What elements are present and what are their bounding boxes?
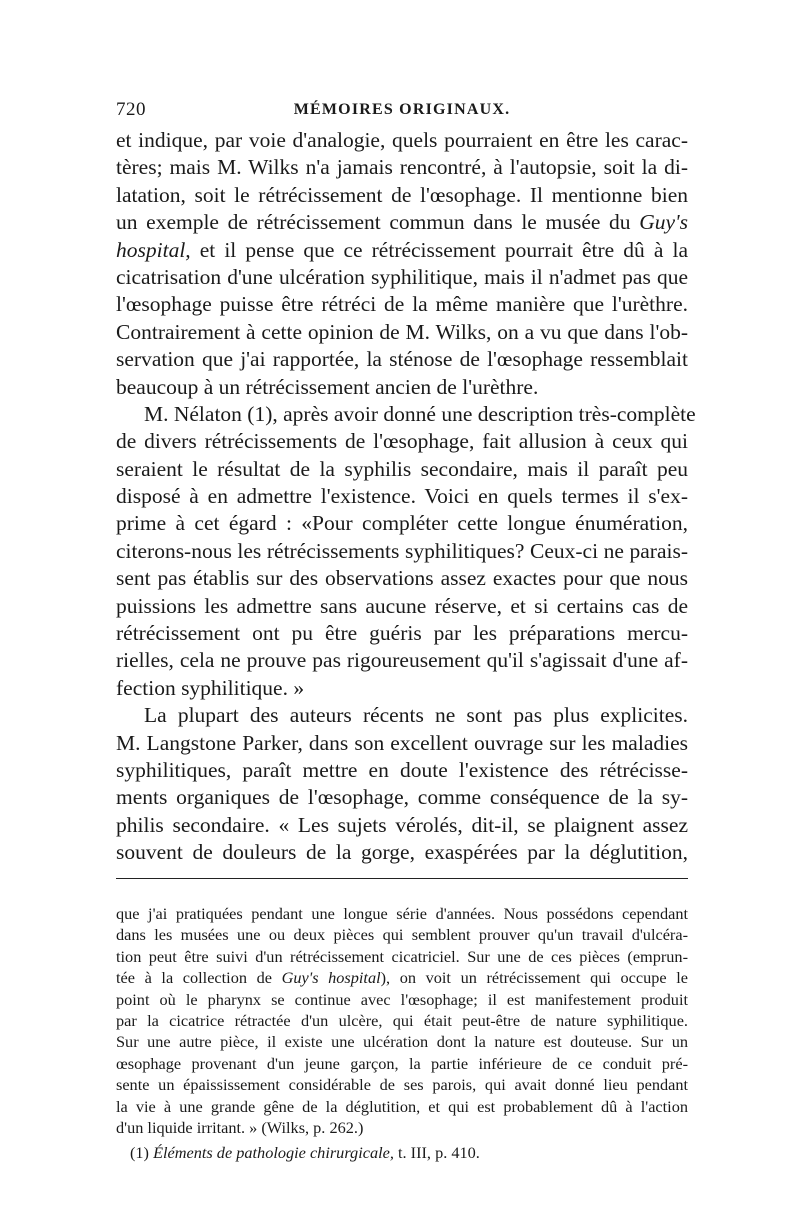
italic-title: Guy's hospital: [281, 968, 381, 988]
body-line: M. Langstone Parker, dans son excellent ouvrage sur les maladies: [116, 730, 688, 755]
running-title: MÉMOIRES ORIGINAUX.: [293, 101, 511, 118]
body-line: beaucoup à un rétrécissement ancien de l'urèthre.: [116, 374, 539, 399]
footnote-line: que j'ai pratiquées pendant une longue série d'années. Nous possédons cependant: [116, 904, 688, 923]
footnote-line: point où le pharynx se continue avec l'œsophage; il est manifestement produit: [116, 989, 688, 1009]
body-line: un exemple de rétrécissement commun dans le musée du Guy's: [116, 210, 688, 235]
footnote-line: tée à la collection de Guy's hospital), on voit un rétrécissement qui occupe le: [116, 968, 688, 988]
body-line: M. Nélaton (1), après avoir donné une description très-complète: [144, 401, 696, 426]
body-line: seraient le résultat de la syphilis secondaire, mais il paraît peu: [116, 456, 688, 481]
footnote-line: la vie à une grande gêne de la déglutition, et qui est probablement dû à l'action: [116, 1096, 688, 1116]
body-line: et indique, par voie d'analogie, quels pourraient en être les carac-: [116, 128, 688, 152]
footnote-separator: [116, 878, 688, 879]
footnote-line: dans les musées une ou deux pièces qui semblent prouver qu'un travail d'ulcéra-: [116, 925, 688, 945]
body-line: La plupart des auteurs récents ne sont pas plus explicites.: [144, 703, 688, 728]
main-text: [116, 127, 696, 867]
body-line: Contrairement à cette opinion de M. Wilks, on a vu que dans l'ob-: [116, 319, 688, 344]
body-line: hospital, et il pense que ce rétrécissement pourrait être dû à la: [116, 237, 688, 262]
body-line: rielles, cela ne prouve pas rigoureusement qu'il s'agissait d'une af-: [116, 648, 688, 673]
footnote-line: Sur une autre pièce, il existe une ulcération dont la nature est douteuse. Sur un: [116, 1032, 688, 1052]
body-line: ments organiques de l'œsophage, comme conséquence de la sy-: [116, 785, 688, 810]
footnote-line: d'un liquide irritant. » (Wilks, p. 262.): [116, 1117, 364, 1137]
footnote-line: sente un épaississement considérable de ses parois, qui avait donné lieu pendant: [116, 1075, 688, 1095]
page-header: [116, 95, 688, 125]
body-line: tères; mais M. Wilks n'a jamais rencontré, à l'autopsie, soit la di-: [116, 155, 688, 180]
reference-footnote: [116, 1142, 688, 1163]
body-line: souvent de douleurs de la gorge, exaspérées par la déglutition,: [116, 840, 688, 865]
body-line: cicatrisation d'une ulcération syphilitique, mais il n'admet pas que: [116, 264, 688, 289]
body-line: latation, soit le rétrécissement de l'œsophage. Il mentionne bien: [116, 182, 688, 207]
body-line: disposé à en admettre l'existence. Voici en quels termes il s'ex-: [116, 484, 688, 509]
body-line: servation que j'ai rapportée, la sténose de l'œsophage ressemblait: [116, 347, 688, 372]
body-line: de divers rétrécissements de l'œsophage, fait allusion à ceux qui: [116, 429, 688, 454]
footnote-line: tion peut être suivi d'un rétrécissement cicatriciel. Sur une de ces pièces (emprun-: [116, 946, 688, 966]
body-line: puissions les admettre sans aucune réserve, et si certains cas de: [116, 593, 688, 618]
footnotes: [116, 903, 688, 1164]
body-line: citerons-nous les rétrécissements syphilitiques? Ceux-ci ne parais-: [116, 538, 688, 563]
italic-title: hospital,: [116, 237, 191, 262]
body-line: sent pas établis sur des observations assez exactes pour que nous: [116, 566, 688, 591]
italic-title: Guy's: [639, 210, 688, 235]
footnote-line: œsophage provenant d'un jeune garçon, la partie inférieure de ce conduit pré-: [116, 1053, 688, 1073]
body-line: syphilitiques, paraît mettre en doute l'existence des rétrécisse-: [116, 757, 688, 782]
body-line: fection syphilitique. »: [116, 675, 305, 700]
body-line: philis secondaire. « Les sujets vérolés, dit-il, se plaignent assez: [116, 812, 688, 837]
footnote-line: par la cicatrice rétractée d'un ulcère, qui était peut-être de nature syphilitique.: [116, 1010, 688, 1030]
reference-title: Éléments de pathologie chirurgicale,: [153, 1143, 394, 1163]
body-line: l'œsophage puisse être rétréci de la même manière que l'urèthre.: [116, 292, 688, 317]
footnote-marker: (1): [130, 1143, 149, 1163]
reference-locator: t. III, p. 410.: [398, 1143, 480, 1163]
body-line: prime à cet égard : «Pour compléter cette longue énumération,: [116, 511, 688, 536]
page-number: 720: [116, 99, 146, 120]
body-line: rétrécissement ont pu être guéris par les préparations mercu-: [116, 621, 688, 646]
